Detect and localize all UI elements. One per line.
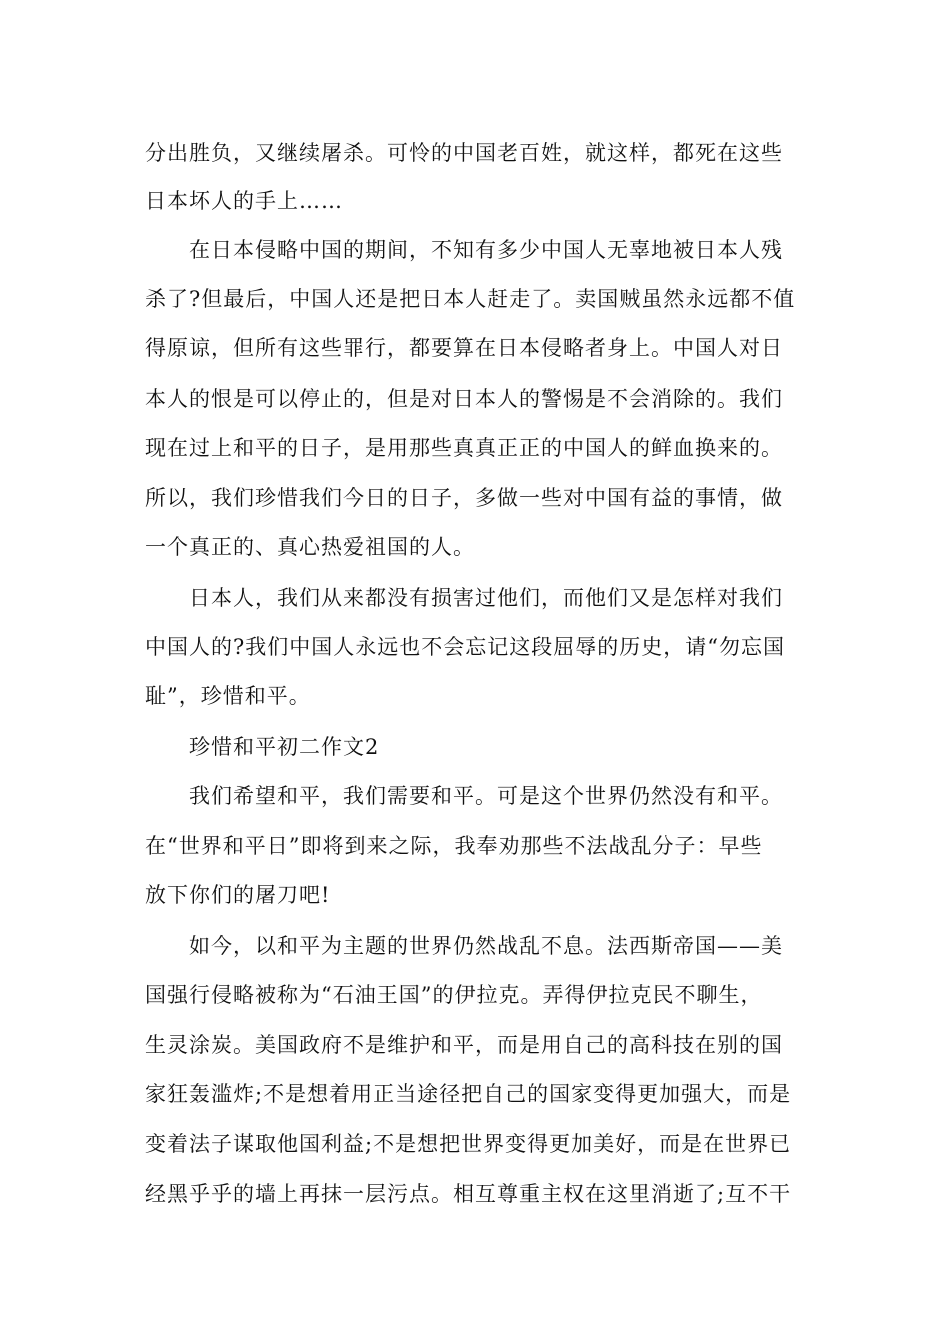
- text-line: 日本坏人的手上……: [145, 189, 343, 213]
- text-line: 分出胜负，又继续屠杀。可怜的中国老百姓，就这样，都死在这些: [145, 141, 783, 165]
- text-line: 放下你们的屠刀吧!: [145, 883, 331, 907]
- text-line: 现在过上和平的日子，是用那些真真正正的中国人的鲜血换来的。: [145, 436, 783, 460]
- paragraph-start-line: 在日本侵略中国的期间，不知有多少中国人无辜地被日本人残: [189, 238, 783, 262]
- text-line: 得原谅，但所有这些罪行，都要算在日本侵略者身上。中国人对日: [145, 336, 783, 360]
- text-line: 中国人的?我们中国人永远也不会忘记这段屈辱的历史，请“勿忘国: [145, 635, 785, 659]
- paragraph-start-line: 我们希望和平，我们需要和平。可是这个世界仍然没有和平。: [189, 784, 783, 808]
- text-line: 耻”，珍惜和平。: [145, 684, 311, 708]
- text-line: 在“世界和平日”即将到来之际，我奉劝那些不法战乱分子：早些: [145, 834, 763, 858]
- text-line: 变着法子谋取他国利益;不是想把世界变得更加美好，而是在世界已: [145, 1132, 792, 1156]
- text-line: 一个真正的、真心热爱祖国的人。: [145, 535, 475, 559]
- paragraph-start-line: 日本人，我们从来都没有损害过他们，而他们又是怎样对我们: [189, 586, 783, 610]
- section-heading: 珍惜和平初二作文2: [189, 735, 380, 759]
- paragraph-start-line: 如今，以和平为主题的世界仍然战乱不息。法西斯帝国——美: [189, 934, 783, 958]
- text-line: 国强行侵略被称为“石油王国”的伊拉克。弄得伊拉克民不聊生，: [145, 983, 763, 1007]
- text-line: 经黑乎乎的墙上再抹一层污点。相互尊重主权在这里消逝了;互不干: [145, 1182, 792, 1206]
- text-line: 杀了?但最后，中国人还是把日本人赶走了。卖国贼虽然永远都不值: [145, 287, 796, 311]
- text-line: 家狂轰滥炸;不是想着用正当途径把自己的国家变得更加强大，而是: [145, 1082, 792, 1106]
- text-line: 生灵涂炭。美国政府不是维护和平，而是用自己的高科技在别的国: [145, 1033, 783, 1057]
- text-line: 所以，我们珍惜我们今日的日子，多做一些对中国有益的事情，做: [145, 486, 783, 510]
- text-line: 本人的恨是可以停止的，但是对日本人的警惕是不会消除的。我们: [145, 387, 783, 411]
